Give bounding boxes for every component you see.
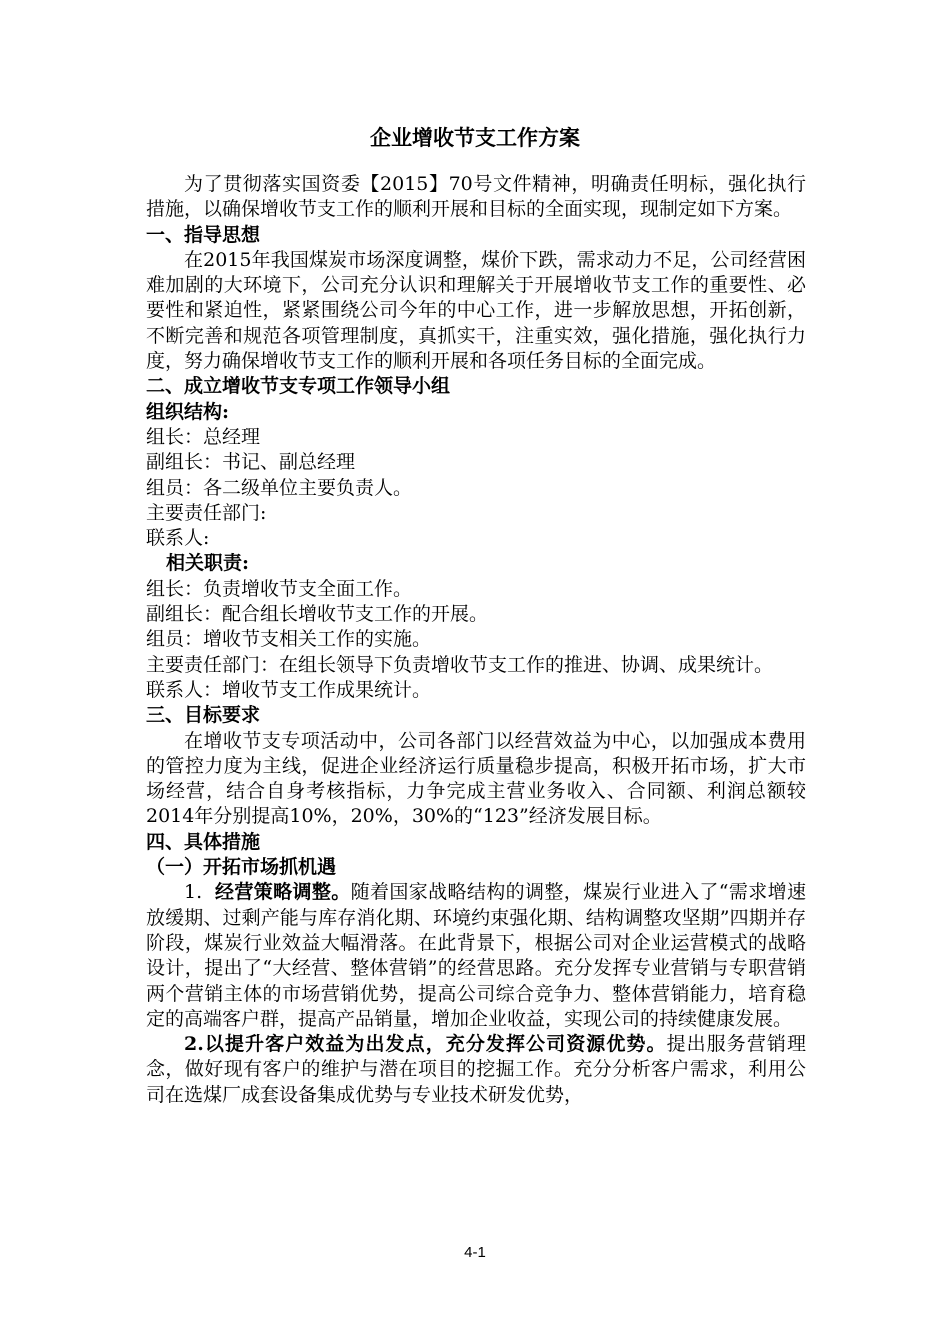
org-line-contact: 联系人: — [146, 527, 210, 550]
measure-item-2-text: 提出服务营销理念，做好现有客户的维护与潜在项目的挖掘工作。充分分析客户需求，利用公司在选煤厂成套设备集成优势与专业技术研发优势， — [146, 1033, 806, 1106]
section-heading-3: 三、目标要求 — [146, 704, 261, 727]
duties-heading: 相关职责: — [166, 552, 250, 575]
measure-item-1-number: 1. — [184, 881, 203, 904]
org-line-department: 主要责任部门: — [146, 501, 267, 524]
page-number: 4-1 — [464, 1244, 486, 1261]
section-heading-1: 一、指导思想 — [146, 223, 261, 246]
section-heading-4: 四、具体措施 — [146, 830, 261, 853]
duty-deputy: 副组长：配合组长增收节支工作的开展。 — [146, 603, 489, 626]
duty-department: 主要责任部门：在组长领导下负责增收节支工作的推进、协调、成果统计。 — [146, 653, 774, 676]
section-heading-2: 二、成立增收节支专项工作领导小组 — [146, 375, 451, 398]
measure-item-1-title: 经营策略调整。 — [214, 881, 351, 904]
section-1-paragraph: 在2015年我国煤炭市场深度调整，煤价下跌，需求动力不足，公司经营困难加剧的大环境下，公司充分认识和理解关于开展增收节支工作的重要性、必要性和紧迫性，紧紧围绕公司今年的中心工作，进一步解放思想，开拓创新，不断完善和规范各项管理制度，真抓实干，注重实效，强化措施，强化执行力度，努力确保增收节支工作的顺利开展和各项任务目标的全面完成。 — [146, 248, 806, 373]
duty-contact: 联系人：增收节支工作成果统计。 — [146, 678, 432, 701]
measure-item-1 — [146, 880, 806, 1032]
intro-paragraph: 为了贯彻落实国资委【2015】70号文件精神，明确责任明标，强化执行措施，以确保增收节支工作的顺利开展和目标的全面实现，现制定如下方案。 — [146, 173, 806, 221]
org-line-leader: 组长：总经理 — [146, 425, 261, 448]
measure-item-1-text: 随着国家战略结构的调整，煤炭行业进入了“需求增速放缓期、过剩产能与库存消化期、环境约束强化期、结构调整攻坚期”四期并存阶段，煤炭行业效益大幅滑落。在此背景下，根据公司对企业运营模式的战略设计，提出了“大经营、整体营销”的经营思路。充分发挥专业营销与专职营销两个营销主体的市场营销优势，提高公司综合竞争力、整体营销能力，培育稳定的高端客户群，提高产品销量，增加企业收益，实现公司的持续健康发展。 — [146, 881, 806, 1030]
duty-members: 组员：增收节支相关工作的实施。 — [146, 628, 432, 651]
section-3-paragraph: 在增收节支专项活动中，公司各部门以经营效益为中心，以加强成本费用的管控力度为主线，促进企业经济运行质量稳步提高，积极开拓市场，扩大市场经营，结合自身考核指标，力争完成主营业务收入、合同额、利润总额较2014年分别提高10%，20%，30%的“123”经济发展目标。 — [146, 729, 806, 828]
org-line-deputy: 副组长：书记、副总经理 — [146, 451, 356, 474]
measure-item-2-title: 2.以提升客户效益为出发点，充分发挥公司资源优势。 — [184, 1033, 667, 1056]
org-line-members: 组员：各二级单位主要负责人。 — [146, 476, 413, 499]
document-title: 企业增收节支工作方案 — [370, 125, 580, 150]
duty-leader: 组长：负责增收节支全面工作。 — [146, 577, 413, 600]
document-body — [146, 172, 806, 1108]
measure-item-2 — [146, 1032, 806, 1108]
subsection-heading-1: （一）开拓市场抓机遇 — [146, 856, 337, 879]
org-structure-heading: 组织结构: — [146, 400, 230, 423]
